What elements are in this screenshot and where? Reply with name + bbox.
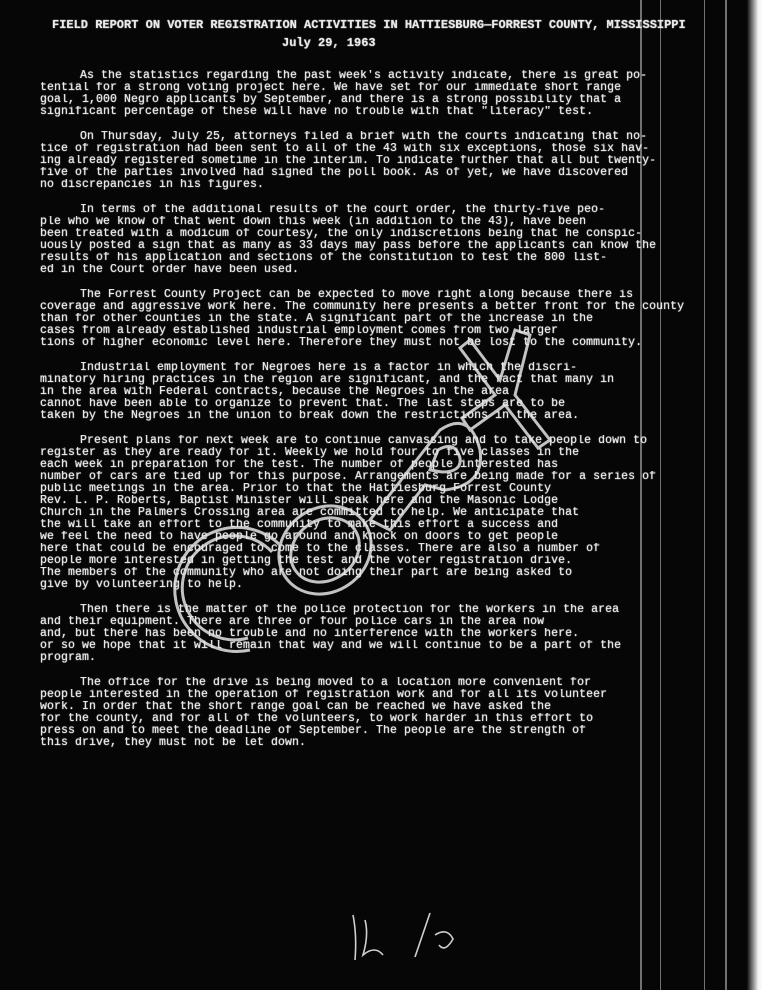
body-line: in the area with Federal contracts, because the Negroes in the area (40, 386, 510, 397)
body-line: Rev. L. P. Roberts, Baptist Minister will speak here and the Masonic Lodge (40, 495, 559, 506)
body-line: Industrial employment for Negroes here is a factor in which the discri- (80, 362, 578, 373)
document-title: FIELD REPORT ON VOTER REGISTRATION ACTIVITIES IN HATTIESBURG—FORREST COUNTY, MISSISSIPPI (52, 18, 686, 32)
body-line: each week in preparation for the test. The number of people interested has (40, 459, 559, 470)
copy-stamp (170, 300, 590, 710)
body-line: people more interested in getting the test and the voter registration drive. (40, 555, 573, 566)
body-line: register as they are ready for it. Weekly we hold four to five classes in the (40, 447, 580, 458)
body-line: minatory hiring practices in the region are significant, and the fact that many in (40, 374, 615, 385)
body-line: five of the parties involved had signed the poll book. As of yet, we have discovered (40, 167, 629, 178)
body-line: or so we hope that it will remain that way and we will continue to be a part of the (40, 640, 622, 651)
body-line: been treated with a modicum of courtesy, the only indiscretions being that he conspic- (40, 228, 643, 239)
body-line: cases from already established industrial employment comes from two larger (40, 325, 559, 336)
body-line: give by volunteering to help. (40, 579, 244, 590)
body-line: Church in the Palmers Crossing area are committed to help. We anticipate that (40, 507, 580, 518)
body-line: In terms of the additional results of the court order, the thirty-five peo- (80, 204, 606, 215)
body-line: cannot have been able to organize to prevent that. The last steps are to be (40, 398, 566, 409)
body-line: The members of the community who are not doing their part are being asked to (40, 567, 573, 578)
body-line: no discrepancies in his figures. (40, 179, 265, 190)
body-line: we feel the need to have people go around and knock on doors to get people (40, 531, 559, 542)
body-line: The Forrest County Project can be expected to move right along because there is (80, 289, 634, 300)
body-line: As the statistics regarding the past week's activity indicate, there is great po- (80, 70, 648, 81)
body-line: than for other counties in the state. A significant part of the increase in the (40, 313, 594, 324)
body-line: this drive, they must not be let down. (40, 737, 307, 748)
body-line: press on and to meet the deadline of September. The people are the strength of (40, 725, 587, 736)
body-line: coverage and aggressive work here. The community here presents a better front for the county (40, 301, 685, 312)
body-line: and, but there has been no trouble and no interference with the workers here. (40, 628, 580, 639)
body-line: uously posted a sign that as many as 33 days may pass before the applicants can know the (40, 240, 657, 251)
body-line: for the county, and for all of the volunteers, to work harder in this effort to (40, 713, 594, 724)
body-line: tice of registration had been sent to all of the 43 with six exceptions, those six hav- (40, 143, 650, 154)
body-line: here that could be encouraged to come to the classes. There are also a number of (40, 543, 601, 554)
body-line: tential for a strong voting project here. We have set for our immediate short range (40, 82, 622, 93)
body-line: public meetings in the area. Prior to that the Hattiesburg Forrest County (40, 483, 552, 494)
body-line: number of cars are tied up for this purpose. Arrangements are being made for a series of (40, 471, 657, 482)
scan-artifact-line (725, 0, 727, 990)
body-line: goal, 1,000 Negro applicants by September, and there is a strong possibility that a (40, 94, 622, 105)
body-line: On Thursday, July 25, attorneys filed a brief with the courts indicating that no- (80, 131, 648, 142)
body-line: work. In order that the short range goal can be reached we have asked the (40, 701, 552, 712)
scan-artifact-line (704, 0, 705, 990)
document-date: July 29, 1963 (282, 36, 376, 50)
body-line: taken by the Negroes in the union to break down the restrictions in the area. (40, 410, 580, 421)
body-line: people interested in the operation of registration work and for all its volunteer (40, 689, 608, 700)
body-line: ing already registered sometime in the interim. To indicate further that all but twenty- (40, 155, 657, 166)
page-edge (747, 0, 763, 990)
body-line: Present plans for next week are to continue canvassing and to take people down to (80, 435, 648, 446)
body-line: results of his application and sections of the constitution to test the 800 list- (40, 252, 608, 263)
body-line: The office for the drive is being moved to a location more convenient for (80, 677, 592, 688)
body-line: Then there is the matter of the police protection for the workers in the area (80, 604, 620, 615)
body-line: significant percentage of these will have no trouble with that "literacy" test. (40, 106, 594, 117)
body-line: ple who we know of that went down this week (in addition to the 43), have been (40, 216, 587, 227)
body-line: program. (40, 652, 97, 663)
body-line: ed in the Court order have been used. (40, 264, 300, 275)
body-line: tions of higher economic level here. Therefore they must not be lost to the community. (40, 337, 643, 348)
body-line: and their equipment. There are three or four police cars in the area now (40, 616, 545, 627)
handwritten-signature (335, 905, 485, 965)
body-line: the will take an effort to the community to make this effort a success and (40, 519, 559, 530)
